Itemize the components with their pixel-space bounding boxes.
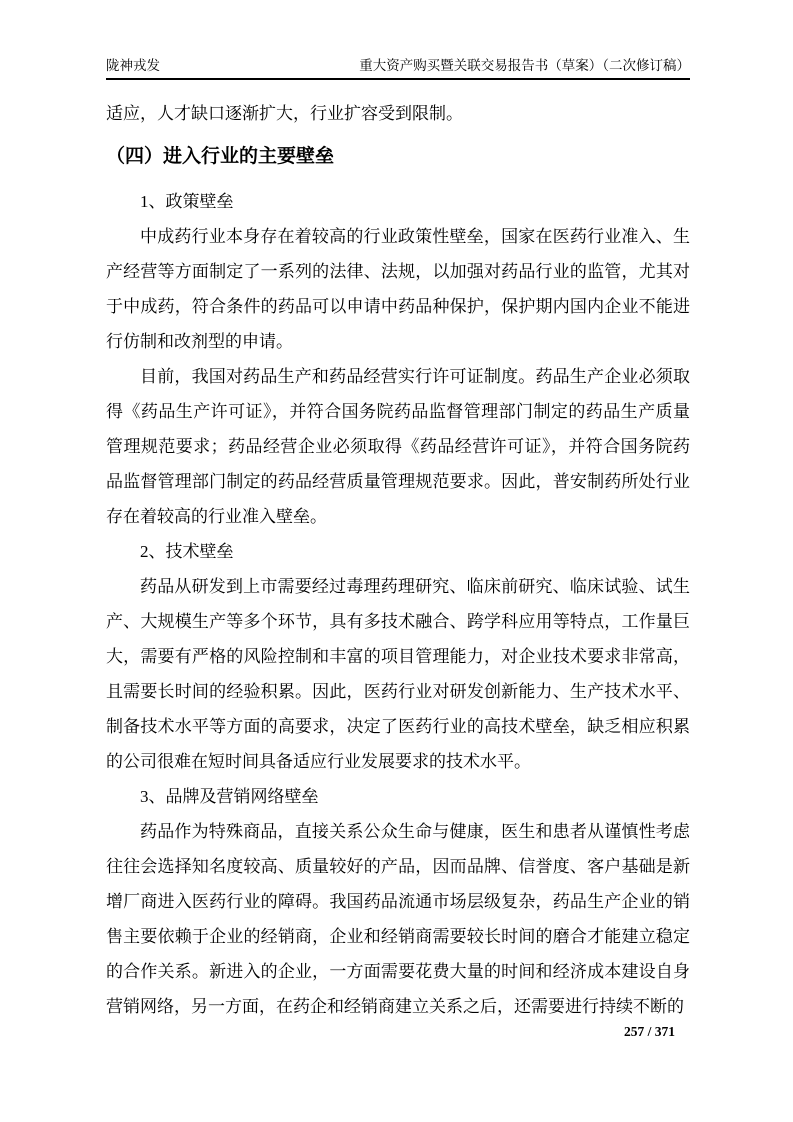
header-document-title: 重大资产购买暨关联交易报告书（草案）（二次修订稿） [359, 58, 690, 73]
body-paragraph: 中成药行业本身存在着较高的行业政策性壁垒，国家在医药行业准入、生产经营等方面制定了一系列的法律、法规，以加强对药品行业的监管，尤其对于中成药，符合条件的药品可以申请中药品种保护，保护期内国内企业不能进行仿制和改剂型的申请。 [106, 227, 690, 351]
continuation-paragraph: 适应，人才缺口逐渐扩大，行业扩容受到限制。 [106, 104, 463, 123]
document-body [106, 96, 690, 1024]
body-paragraph: 药品从研发到上市需要经过毒理药理研究、临床前研究、临床试验、试生产、大规模生产等多个环节，具有多技术融合、跨学科应用等特点，工作量巨大，需要有严格的风险控制和丰富的项目管理能力，对企业技术要求非常高，且需要长时间的经验积累。因此，医药行业对研发创新能力、生产技术水平、制备技术水平等方面的高要求，决定了医药行业的高技术壁垒，缺乏相应积累的公司很难在短时间具备适应行业发展要求的技术水平。 [106, 577, 690, 771]
section-heading: （四）进入行业的主要壁垒 [106, 146, 335, 167]
body-paragraph: 目前，我国对药品生产和药品经营实行许可证制度。药品生产企业必须取得《药品生产许可证》，并符合国务院药品监督管理部门制定的药品生产质量管理规范要求；药品经营企业必须取得《药品经营许可证》，并符合国务院药品监督管理部门制定的药品经营质量管理规范要求。因此，普安制药所处行业存在着较高的行业准入壁垒。 [106, 367, 690, 526]
body-paragraph: 药品作为特殊商品，直接关系公众生命与健康，医生和患者从谨慎性考虑往往会选择知名度较高、质量较好的产品，因而品牌、信誉度、客户基础是新增厂商进入医药行业的障碍。我国药品流通市场层级复杂，药品生产企业的销售主要依赖于企业的经销商，企业和经销商需要较长时间的磨合才能建立稳定的合作关系。新进入的企业，一方面需要花费大量的时间和经济成本建设自身营销网络，另一方面，在药企和经销商建立关系之后，还需要进行持续不断的 [106, 822, 690, 1016]
subsection-heading-technology: 2、技术壁垒 [140, 542, 234, 561]
subsection-heading-brand-network: 3、品牌及营销网络壁垒 [140, 787, 319, 806]
header-company-short-name: 陇神戎发 [106, 58, 160, 73]
subsection-heading-policy: 1、政策壁垒 [140, 192, 234, 211]
page-header [106, 57, 690, 80]
page-number: 257 / 371 [623, 1024, 675, 1039]
